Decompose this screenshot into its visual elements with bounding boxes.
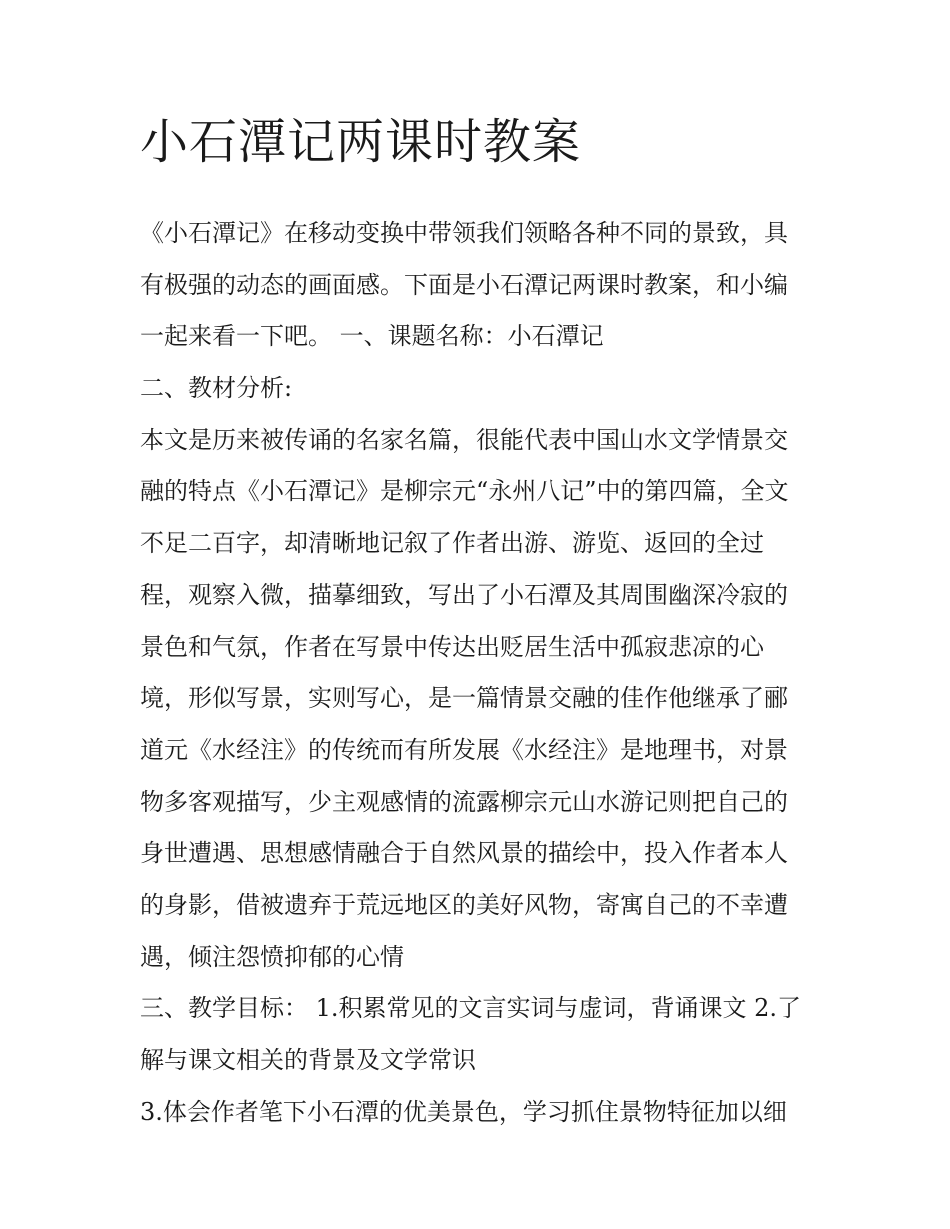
text-line: 物多客观描写，少主观感情的流露柳宗元山水游记则把自己的 <box>140 787 788 816</box>
text-line: 程，观察入微，描摹细致，写出了小石潭及其周围幽深冷寂的 <box>140 580 788 609</box>
text-line: 3.体会作者笔下小石潭的优美景色，学习抓住景物特征加以细 <box>140 1097 787 1126</box>
text-line: 身世遭遇、思想感情融合于自然风景的描绘中，投入作者本人 <box>140 839 788 868</box>
text-line: 不足二百字，却清晰地记叙了作者出游、游览、返回的全过 <box>140 529 764 558</box>
text-line: 境，形似写景，实则写心，是一篇情景交融的佳作他继承了郦 <box>140 684 788 713</box>
text-line: 本文是历来被传诵的名家名篇，很能代表中国山水文学情景交 <box>140 425 788 454</box>
text-line: 景色和气氛，作者在写景中传达出贬居生活中孤寂悲凉的心 <box>140 632 764 661</box>
document-title: 小石潭记两课时教案 <box>140 114 582 170</box>
text-line: 的身影，借被遗弃于荒远地区的美好风物，寄寓自己的不幸遭 <box>140 890 788 919</box>
document-body <box>140 208 820 1138</box>
text-line: 《小石潭记》在移动变换中带领我们领略各种不同的景致，具 <box>140 219 788 247</box>
section-heading-3: 三、教学目标： 1.积累常见的文言实词与虚词，背诵课文 2.了 <box>140 994 802 1023</box>
text-line: 一起来看一下吧。 一、课题名称：小石潭记 <box>140 322 604 351</box>
text-line: 遇，倾注怨愤抑郁的心情 <box>140 942 404 971</box>
text-line: 道元《水经注》的传统而有所发展《水经注》是地理书，对景 <box>140 735 788 764</box>
document-content <box>140 110 820 1138</box>
text-line: 融的特点《小石潭记》是柳宗元“永州八记”中的第四篇，全文 <box>140 477 789 506</box>
section-heading-2: 二、教材分析: <box>140 374 293 403</box>
text-line: 解与课文相关的背景及文学常识 <box>140 1046 476 1074</box>
text-line: 有极强的动态的画面感。下面是小石潭记两课时教案，和小编 <box>140 270 788 299</box>
